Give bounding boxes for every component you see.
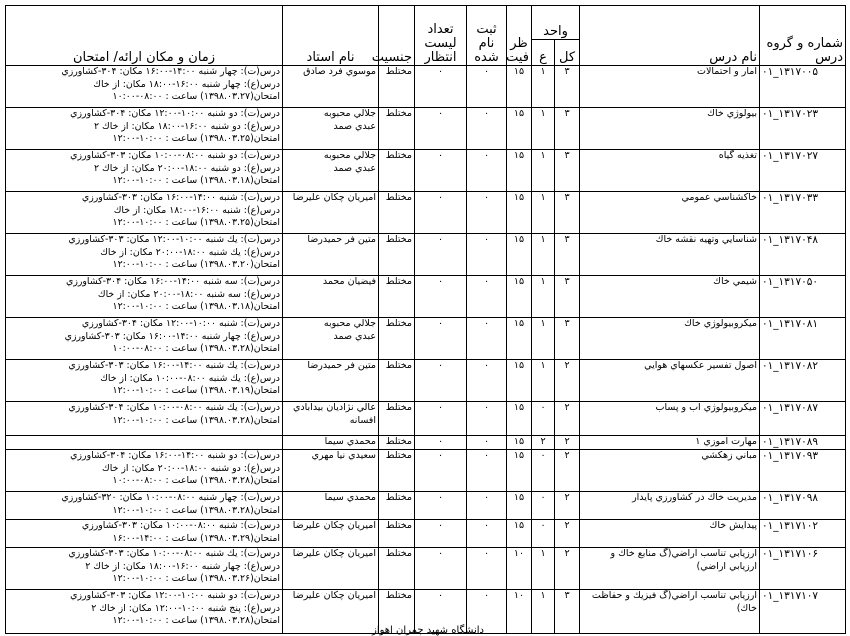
waitlist-cell: ۰ [415,450,467,492]
capacity-cell: ۱۵ [507,234,532,276]
capacity-cell: ۱۵ [507,108,532,150]
waitlist-cell: ۰ [415,234,467,276]
header-capacity: ظر فیت [507,6,532,66]
registered-cell: ۰ [467,276,507,318]
units-total-cell: ۲ [555,450,580,492]
registered-cell: ۰ [467,318,507,360]
table-row [6,520,846,548]
registered-cell: ۰ [467,234,507,276]
code-cell: ۰۱_۱۳۱۷۰۸۲ [760,360,846,402]
table-row [6,66,846,108]
units-total-cell: ۲ [555,492,580,520]
code-cell: ۰۱_۱۳۱۷۰۲۳ [760,108,846,150]
units-total-cell: ۲ [555,436,580,450]
gender-cell: مختلط [379,548,415,590]
gender-cell: مختلط [379,318,415,360]
gender-cell: مختلط [379,150,415,192]
schedule-cell: درس(ت): يك شنبه ۱۴:۰۰-۱۶:۰۰ مکان: ۳۰۳-کشاورزي درس(ع): يك شنبه ۰۸:۰۰-۱۰:۰۰ مکان: از خاك امتحان(۱۳۹۸.۰۳.۱۹) ساعت : ۱۰:۰۰-۱۲:۰۰ [6,360,283,402]
capacity-cell: ۱۵ [507,450,532,492]
header-instructor: نام استاد [283,6,379,66]
instructor-cell: اميريان چکان عليرضا [283,590,379,634]
header-schedule: زمان و مکان ارائه/ امتحان [6,6,283,66]
code-cell: ۰۱_۱۳۱۷۰۵۰ [760,276,846,318]
units-total-cell: ۳ [555,234,580,276]
header-code: شماره و گروه درس [760,6,846,66]
units-total-cell: ۳ [555,192,580,234]
table-header [6,6,846,66]
units-practical-cell: ۱ [532,590,555,634]
registered-cell: ۰ [467,548,507,590]
table-row [6,548,846,590]
code-cell: ۰۱_۱۳۱۷۱۰۲ [760,520,846,548]
registered-cell: ۰ [467,108,507,150]
table-row [6,492,846,520]
instructor-cell: جلالي محبوبه عبدي صمد [283,150,379,192]
gender-cell: مختلط [379,108,415,150]
capacity-cell: ۱۰ [507,548,532,590]
instructor-cell: اميريان چکان عليرضا [283,192,379,234]
waitlist-cell: ۰ [415,492,467,520]
header-name: نام درس [580,6,760,66]
capacity-cell: ۱۵ [507,360,532,402]
units-practical-cell: ۱ [532,192,555,234]
name-cell: مباني زهکشي [580,450,760,492]
course-table [5,5,846,634]
units-practical-cell: ۱ [532,318,555,360]
gender-cell: مختلط [379,450,415,492]
instructor-cell: اميريان چکان عليرضا [283,548,379,590]
units-practical-cell: ۰ [532,520,555,548]
header-registered: ثبت نام شده [467,6,507,66]
name-cell: آمار و احتمالات [580,66,760,108]
units-practical-cell: ۰ [532,402,555,436]
waitlist-cell: ۰ [415,108,467,150]
instructor-cell: جلالي محبوبه عبدي صمد [283,108,379,150]
gender-cell: مختلط [379,520,415,548]
waitlist-cell: ۰ [415,150,467,192]
name-cell: شناسايي وتهيه نقشه خاك [580,234,760,276]
name-cell: خاکشناسي عمومي [580,192,760,234]
gender-cell: مختلط [379,66,415,108]
code-cell: ۰۱_۱۳۱۷۰۹۸ [760,492,846,520]
units-total-cell: ۲ [555,360,580,402]
code-cell: ۰۱_۱۳۱۷۰۳۳ [760,192,846,234]
waitlist-cell: ۰ [415,318,467,360]
schedule-cell: درس(ت): شنبه ۰۸:۰۰-۱۰:۰۰ مکان: ۳۰۳-کشاورزي امتحان(۱۳۹۸.۰۳.۲۹) ساعت : ۱۴:۰۰-۱۶:۰۰ [6,520,283,548]
gender-cell: مختلط [379,360,415,402]
units-practical-cell: ۱ [532,276,555,318]
table-row [6,276,846,318]
schedule-cell: درس(ت): شنبه ۱۰:۰۰-۱۲:۰۰ مکان: ۳۰۴-کشاورزي درس(ع): چهار شنبه ۱۴:۰۰-۱۶:۰۰ مکان: ۳۰۳-کشاورزي امتحان(۱۳۹۸.۰۳.۲۸) ساعت : ۰۸:۰۰-۱۰:۰۰ [6,318,283,360]
instructor-cell: محمدي سيما [283,436,379,450]
gender-cell: مختلط [379,436,415,450]
name-cell: ميکروبيولوژي خاك [580,318,760,360]
units-total-cell: ۳ [555,318,580,360]
units-total-cell: ۲ [555,548,580,590]
capacity-cell: ۱۵ [507,492,532,520]
table-row [6,318,846,360]
table-body [6,66,846,634]
gender-cell: مختلط [379,192,415,234]
instructor-cell: اميريان چکان عليرضا [283,520,379,548]
capacity-cell: ۱۰ [507,590,532,634]
units-practical-cell: ۱ [532,66,555,108]
units-total-cell: ۳ [555,276,580,318]
schedule-cell: درس(ت): دو شنبه ۱۰:۰۰-۱۲:۰۰ مکان: ۳۰۳-کشاورزي درس(ع): پنج شنبه ۱۰:۰۰-۱۲:۰۰ مکان: از خاك ۲ امتحان(۱۳۹۸.۰۳.۲۸) ساعت : ۱۰:۰۰-۱۲:۰۰ [6,590,283,634]
name-cell: ميکروبيولوژي آب و پساب [580,402,760,436]
waitlist-cell: ۰ [415,436,467,450]
code-cell: ۰۱_۱۳۱۷۰۰۵ [760,66,846,108]
schedule-cell: درس(ت): چهار شنبه ۰۸:۰۰-۱۰:۰۰ مکان: ۳۲۰-کشاورزي امتحان(۱۳۹۸.۰۳.۲۸) ساعت : ۱۰:۰۰-۱۲:۰۰ [6,492,283,520]
table-row [6,360,846,402]
name-cell: بيولوژي خاك [580,108,760,150]
capacity-cell: ۱۵ [507,520,532,548]
units-practical-cell: ۱ [532,548,555,590]
registered-cell: ۰ [467,436,507,450]
code-cell: ۰۱_۱۳۱۷۱۰۶ [760,548,846,590]
waitlist-cell: ۰ [415,520,467,548]
header-gender: جنسیت [379,6,415,66]
name-cell: اصول تفسير عکسهاي هوايي [580,360,760,402]
gender-cell: مختلط [379,590,415,634]
gender-cell: مختلط [379,234,415,276]
schedule-cell: درس(ت): يك شنبه ۰۸:۰۰-۱۰:۰۰ مکان: ۳۰۳-کشاورزي درس(ع): چهار شنبه ۱۶:۰۰-۱۸:۰۰ مکان: از خاك ۲ امتحان(۱۳۹۸.۰۳.۲۶) ساعت : ۱۰:۰۰-۱۲:۰۰ [6,548,283,590]
instructor-cell: محمدي سيما [283,492,379,520]
schedule-cell: درس(ت): دو شنبه ۱۰:۰۰-۱۲:۰۰ مکان: ۳۰۴-کشاورزي درس(ع): دو شنبه ۱۶:۰۰-۱۸:۰۰ مکان: از خاك ۲ امتحان(۱۳۹۸.۰۳.۲۵) ساعت : ۱۰:۰۰-۱۲:۰۰ [6,108,283,150]
name-cell: ارزيابي تناسب اراضي(گ منابع خاك و ارزيابي اراضي) [580,548,760,590]
table-row [6,450,846,492]
units-total-cell: ۳ [555,108,580,150]
instructor-cell: جلالي محبوبه عبدي صمد [283,318,379,360]
units-total-cell: ۳ [555,66,580,108]
waitlist-cell: ۰ [415,548,467,590]
header-waitlist: تعداد لیست انتظار [415,6,467,66]
registered-cell: ۰ [467,66,507,108]
schedule-cell: درس(ت): دو شنبه ۰۸:۰۰-۱۰:۰۰ مکان: ۳۰۳-کشاورزي درس(ع): دو شنبه ۱۸:۰۰-۲۰:۰۰ مکان: از خاك ۲ امتحان(۱۳۹۸.۰۳.۱۸) ساعت : ۱۰:۰۰-۱۲:۰۰ [6,150,283,192]
code-cell: ۰۱_۱۳۱۷۰۸۹ [760,436,846,450]
gender-cell: مختلط [379,492,415,520]
schedule-cell: درس(ت): يك شنبه ۱۰:۰۰-۱۲:۰۰ مکان: ۳۰۳-کشاورزي درس(ع): يك شنبه ۱۸:۰۰-۲۰:۰۰ مکان: از خاك امتحان(۱۳۹۸.۰۳.۲۰) ساعت : ۱۰:۰۰-۱۲:۰۰ [6,234,283,276]
waitlist-cell: ۰ [415,276,467,318]
capacity-cell: ۱۵ [507,402,532,436]
code-cell: ۰۱_۱۳۱۷۱۰۷ [760,590,846,634]
name-cell: ارزيابي تناسب اراضي(گ فيزيك و حفاظت خاك) [580,590,760,634]
registered-cell: ۰ [467,360,507,402]
waitlist-cell: ۰ [415,360,467,402]
schedule-cell [6,436,283,450]
waitlist-cell: ۰ [415,66,467,108]
header-units-total: کل [555,40,580,66]
capacity-cell: ۱۵ [507,276,532,318]
capacity-cell: ۱۵ [507,318,532,360]
instructor-cell: متين فر حميدرضا [283,360,379,402]
registered-cell: ۰ [467,402,507,436]
registered-cell: ۰ [467,192,507,234]
code-cell: ۰۱_۱۳۱۷۰۲۷ [760,150,846,192]
units-practical-cell: ۱ [532,108,555,150]
registered-cell: ۰ [467,590,507,634]
capacity-cell: ۱۵ [507,150,532,192]
units-total-cell: ۳ [555,590,580,634]
waitlist-cell: ۰ [415,590,467,634]
instructor-cell: فيضيان محمد [283,276,379,318]
table-row [6,192,846,234]
units-total-cell: ۲ [555,520,580,548]
waitlist-cell: ۰ [415,192,467,234]
capacity-cell: ۱۵ [507,66,532,108]
footer-text: دانشگاه شهيد چمران اهواز [372,625,484,636]
registered-cell: ۰ [467,520,507,548]
name-cell: تغذيه گياه [580,150,760,192]
header-units: واحد [532,6,580,40]
table-row [6,150,846,192]
code-cell: ۰۱_۱۳۱۷۰۹۳ [760,450,846,492]
instructor-cell: عالي نژاديان بيدآبادي افسانه [283,402,379,436]
schedule-cell: درس(ت): شنبه ۱۴:۰۰-۱۶:۰۰ مکان: ۳۰۳-کشاورزي درس(ع): شنبه ۱۶:۰۰-۱۸:۰۰ مکان: از خاك امتحان(۱۳۹۸.۰۳.۲۵) ساعت : ۱۰:۰۰-۱۲:۰۰ [6,192,283,234]
table-row [6,402,846,436]
instructor-cell: متين فر حميدرضا [283,234,379,276]
schedule-cell: درس(ت): يك شنبه ۰۸:۰۰-۱۰:۰۰ مکان: ۳۰۴-کشاورزي امتحان(۱۳۹۸.۰۳.۲۸) ساعت : ۱۰:۰۰-۱۲:۰۰ [6,402,283,436]
table-row [6,234,846,276]
units-practical-cell: ۲ [532,436,555,450]
gender-cell: مختلط [379,276,415,318]
units-total-cell: ۳ [555,150,580,192]
units-practical-cell: ۱ [532,360,555,402]
name-cell: مديريت خاك در کشاورزي پايدار [580,492,760,520]
capacity-cell: ۱۵ [507,192,532,234]
gender-cell: مختلط [379,402,415,436]
schedule-cell: درس(ت): سه شنبه ۱۴:۰۰-۱۶:۰۰ مکان: ۳۰۴-کشاورزي درس(ع): سه شنبه ۱۸:۰۰-۲۰:۰۰ مکان: از خاك امتحان(۱۳۹۸.۰۳.۱۸) ساعت : ۱۰:۰۰-۱۲:۰۰ [6,276,283,318]
header-units-practical: ع [532,40,555,66]
code-cell: ۰۱_۱۳۱۷۰۴۸ [760,234,846,276]
waitlist-cell: ۰ [415,402,467,436]
units-practical-cell: ۰ [532,450,555,492]
schedule-cell: درس(ت): دو شنبه ۱۴:۰۰-۱۶:۰۰ مکان: ۳۰۴-کشاورزي درس(ع): دو شنبه ۱۸:۰۰-۲۰:۰۰ مکان: از خاك امتحان(۱۳۹۸.۰۳.۲۸) ساعت : ۰۸:۰۰-۱۰:۰۰ [6,450,283,492]
registered-cell: ۰ [467,150,507,192]
units-practical-cell: ۱ [532,150,555,192]
code-cell: ۰۱_۱۳۱۷۰۸۱ [760,318,846,360]
table-row [6,436,846,450]
name-cell: شيمي خاك [580,276,760,318]
code-cell: ۰۱_۱۳۱۷۰۸۷ [760,402,846,436]
units-practical-cell: ۱ [532,234,555,276]
instructor-cell: سعيدي نيا مهري [283,450,379,492]
instructor-cell: موسوي فرد صادق [283,66,379,108]
schedule-cell: درس(ت): چهار شنبه ۱۴:۰۰-۱۶:۰۰ مکان: ۳۰۴-کشاورزي درس(ع): چهار شنبه ۱۶:۰۰-۱۸:۰۰ مکان: از خاك امتحان(۱۳۹۸.۰۳.۲۷) ساعت : ۰۸:۰۰-۱۰:۰۰ [6,66,283,108]
name-cell: مهارت آموزي ۱ [580,436,760,450]
capacity-cell: ۱۵ [507,436,532,450]
registered-cell: ۰ [467,492,507,520]
units-practical-cell: ۰ [532,492,555,520]
units-total-cell: ۲ [555,402,580,436]
registered-cell: ۰ [467,450,507,492]
name-cell: پيدايش خاك [580,520,760,548]
table-row [6,108,846,150]
